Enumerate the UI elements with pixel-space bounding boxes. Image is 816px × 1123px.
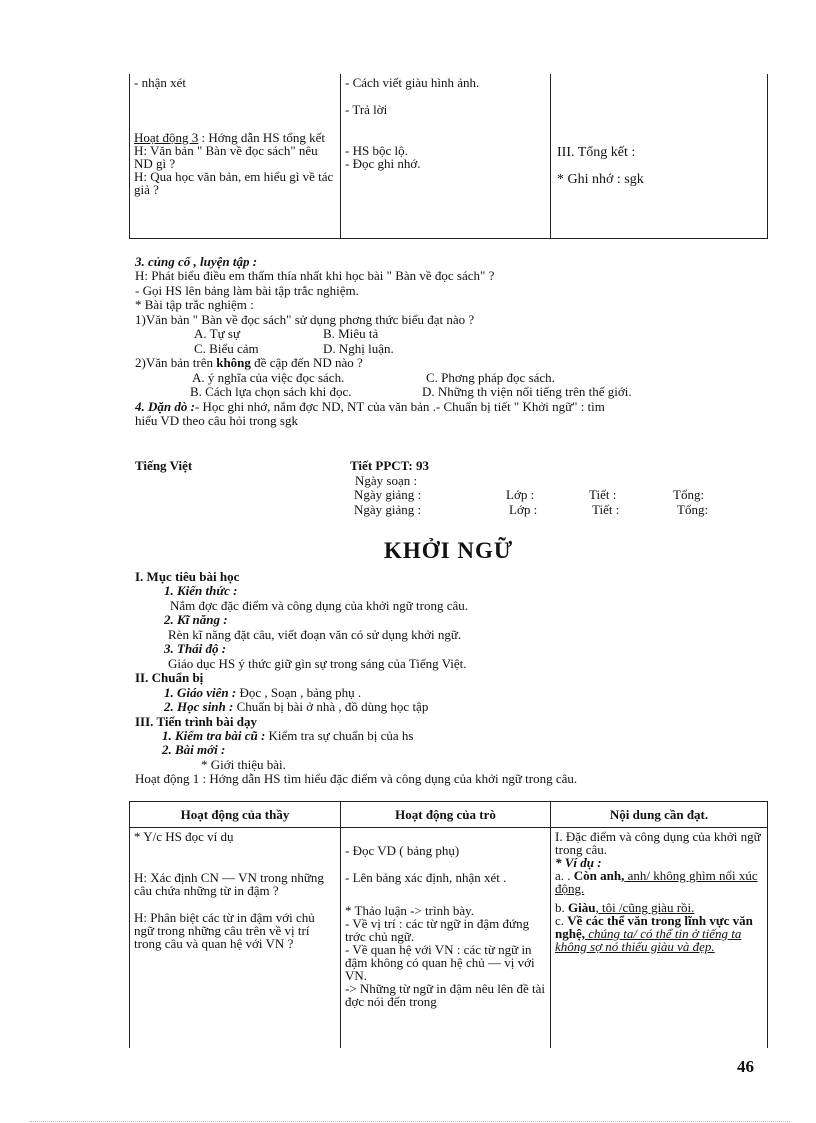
quiz-option: B. Miêu tả [323, 326, 379, 341]
subsection-heading: 3. Thái độ : [164, 641, 227, 656]
consolidation-heading: 3. củng cố , luyện tập : [135, 254, 258, 269]
teacher-line: H: Phân biệt các từ in đậm với chủ ngữ trong những câu trên về vị trí trong câu và quan hệ với VN ? [134, 910, 315, 951]
subsection-heading: 2. Bài mới : [162, 742, 226, 757]
student-line: - Lên bảng xác định, nhận xét . [345, 870, 507, 885]
section-text: Rèn kĩ năng đặt câu, viết đoạn văn có sử dụng khởi ngữ. [168, 627, 462, 642]
quiz-option: D. Nghị luận. [323, 341, 394, 356]
top-col2-line: - Cách viết giàu hình ảnh. [345, 75, 480, 90]
example-c: c. Về các thể văn trong lĩnh vực văn nghệ, chúng ta/ có thể tin ở tiếng ta không sợ nó thiếu giàu và đẹp. [555, 913, 753, 954]
student-line: - Về quan hệ với VN : các từ ngữ in đậm không có quan hệ chủ — vị với VN. [345, 942, 535, 983]
activity3-label: Hoạt động 3 : Hớng dẫn HS tổng kết [134, 130, 326, 145]
teach-date: Ngày giảng : [354, 487, 422, 502]
top-col1-line: - nhận xét [134, 75, 186, 90]
summary-heading: III. Tổng kết : [557, 145, 636, 160]
lesson-period-label: Tiết : [592, 502, 620, 517]
activity-1-heading: Hoạt động 1 : Hớng dẫn HS tìm hiểu đặc điểm và công dụng của khởi ngữ trong câu. [135, 771, 578, 786]
subject-label: Tiếng Việt [135, 458, 193, 473]
top-col2-line: - Đọc ghi nhớ. [345, 156, 421, 171]
total-label: Tổng: [673, 487, 705, 502]
quiz-option: B. Cách lựa chọn sách khi đọc. [190, 384, 352, 399]
consolidation-line: H: Phát biểu điều em thấm thía nhất khi học bài " Bàn về đọc sách" ? [135, 268, 495, 283]
section-heading: II. Chuẩn bị [135, 670, 204, 685]
section-text: * Giới thiệu bài. [201, 757, 286, 772]
quiz-question-2: 2)Văn bản trên không đề cập đến ND nào ? [135, 355, 363, 370]
old-lesson-check: 1. Kiểm tra bài cũ : Kiểm tra sự chuẩn bị của hs [162, 728, 414, 743]
subsection-heading: 2. Kĩ năng : [164, 612, 228, 627]
prep-teacher: 1. Giáo viên : Đọc , Soạn , bảng phụ . [164, 685, 362, 700]
top-activity-table [129, 74, 768, 239]
student-line: - Đọc VD ( bảng phụ) [345, 843, 460, 858]
section-heading: III. Tiến trình bài dạy [135, 714, 257, 729]
quiz-option: C. Biểu cảm [194, 341, 259, 356]
period-label: Tiết PPCT: 93 [350, 458, 429, 473]
quiz-option: C. Phơng pháp đọc sách. [426, 370, 555, 385]
top-table-content-cell [551, 74, 768, 238]
header-content: Nội dung cần đạt. [551, 802, 768, 828]
section-heading: I. Mục tiêu bài học [135, 569, 240, 584]
subsection-heading: 1. Kiến thức : [164, 583, 238, 598]
homework-line: 4. Dặn dò :- Học ghi nhớ, nắm đợc ND, NT của văn bản .- Chuẩn bị tiết " Khởi ngữ" : tìm [135, 399, 605, 414]
class-label: Lớp : [509, 502, 538, 517]
consolidation-line: - Gọi HS lên bảng làm bài tập trắc nghiệm. [135, 283, 359, 298]
class-label: Lớp : [506, 487, 535, 502]
quiz-option: D. Những th viện nổi tiếng trên thế giới. [422, 384, 632, 399]
example-a: a. . Còn anh, anh/ không ghìm nổi xúc động. [555, 868, 758, 896]
student-activity-cell [341, 828, 551, 1048]
page-number: 46 [737, 1057, 754, 1076]
quiz-question-1: 1)Văn bản " Bàn về đọc sách" sử dụng phơng thức biểu đạt nào ? [135, 312, 475, 327]
total-label: Tổng: [677, 502, 709, 517]
top-col1-line: H: Qua học văn bản, em hiểu gì về tác giả ? [134, 169, 334, 197]
prep-student: 2. Học sinh : Chuẩn bị bài ở nhà , đồ dùng học tập [164, 699, 429, 714]
content-cell [551, 828, 768, 1048]
lesson-period-label: Tiết : [589, 487, 617, 502]
top-table-teacher-cell [130, 74, 341, 238]
teacher-line: H: Xác định CN — VN trong những câu chứa những từ in đậm ? [134, 870, 324, 898]
example-label: * Ví dụ : [555, 855, 602, 870]
example-b: b. Giàu, tôi /cũng giàu rồi. [555, 900, 695, 915]
quiz-option: A. Tự sự [194, 326, 240, 341]
header-teacher: Hoạt động của thầy [130, 802, 341, 828]
homework-line-2: hiểu VD theo câu hỏi trong sgk [135, 413, 298, 428]
top-col2-line: - HS bộc lộ. [345, 143, 408, 158]
top-table-student-cell [341, 74, 551, 238]
consolidation-line: * Bài tập trắc nghiệm : [135, 297, 254, 312]
top-col1-line: H: Văn bản " Bàn về đọc sách" nêu ND gì ? [134, 143, 318, 171]
student-line: -> Những từ ngữ in đậm nêu lên đề tài đợc nói đến trong [345, 981, 545, 1009]
lesson-title: KHỞI NGỮ [384, 538, 514, 563]
quiz-option: A. ý nghĩa của việc đọc sách. [192, 370, 345, 385]
bottom-activity-table [129, 801, 768, 1048]
top-col2-line: - Trả lời [345, 102, 388, 117]
summary-note: * Ghi nhớ : sgk [557, 172, 644, 187]
teacher-line: * Y/c HS đọc ví dụ [134, 829, 234, 844]
teacher-activity-cell [130, 828, 341, 1048]
section-text: Giáo dục HS ý thức giữ gìn sự trong sáng của Tiếng Việt. [168, 656, 467, 671]
teach-date: Ngày giảng : [354, 502, 422, 517]
prep-date: Ngày soạn : [355, 473, 418, 488]
section-text: Nắm đợc đặc điểm và công dụng của khởi ngữ trong câu. [170, 598, 469, 613]
header-student: Hoạt động của trò [341, 802, 551, 828]
student-line: * Thảo luận -> trình bày. [345, 903, 474, 918]
page-bottom-divider [30, 1121, 790, 1122]
content-intro: I. Đặc điểm và công dụng của khởi ngữ trong câu. [555, 829, 761, 857]
student-line: - Về vị trí : các từ ngữ in đậm đứng trớc chủ ngữ. [345, 916, 530, 944]
